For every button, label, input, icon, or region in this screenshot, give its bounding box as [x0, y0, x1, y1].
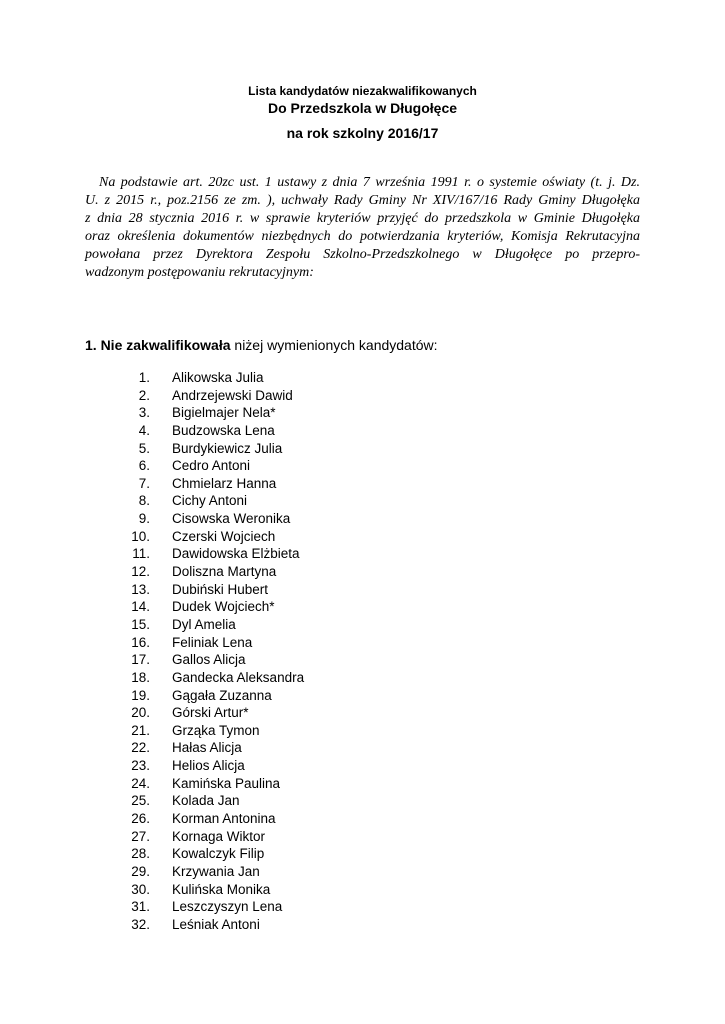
list-item: [0, 845, 725, 863]
candidate-name: Kolada Jan: [172, 793, 240, 809]
candidate-name: Hałas Alicja: [172, 740, 242, 756]
candidate-name: Andrzejewski Dawid: [172, 387, 293, 403]
document-subtitle-institution: Do Przedszkola w Długołęce: [267, 100, 458, 116]
list-item: [0, 898, 725, 916]
candidate-name: Alikowska Julia: [172, 370, 264, 385]
candidate-name: Feliniak Lena: [172, 634, 253, 650]
section-heading-text: niżej wymienionych kandydatów:: [230, 337, 438, 353]
list-item-number: 14.: [131, 599, 150, 615]
list-item: [0, 440, 725, 458]
list-item-number: 25.: [131, 793, 150, 809]
candidate-name: Gandecka Aleksandra: [172, 669, 305, 685]
list-item-number: 18.: [131, 669, 150, 685]
candidate-name: Krzywania Jan: [172, 863, 260, 879]
intro-line: U. z 2015 r., poz.2156 ze zm. ), uchwały Rady Gminy Nr XIV/167/16 Rady Gminy Długołęka: [85, 193, 640, 208]
section-heading-bold: 1. Nie zakwalifikowała: [85, 337, 231, 353]
intro-line: oraz określenia dokumentów niezbędnych do potwierdzania kryteriów, Komisja Rekrutacyjna: [85, 229, 640, 244]
list-item-number: 17.: [131, 652, 150, 668]
candidate-name: Cisowska Weronika: [172, 511, 291, 527]
candidate-name: Leśniak Antoni: [172, 916, 260, 932]
candidate-name: Cichy Antoni: [172, 493, 248, 509]
list-item-number: 22.: [131, 740, 150, 756]
list-item-number: 2.: [138, 387, 150, 403]
list-item-number: 19.: [131, 687, 150, 703]
list-item-number: 3.: [138, 405, 150, 421]
list-item: [0, 916, 725, 934]
list-item-number: 30.: [131, 881, 150, 897]
list-item: [0, 545, 725, 563]
list-item-number: 20.: [131, 705, 150, 721]
list-item: [0, 404, 725, 422]
candidate-name: Burdykiewicz Julia: [172, 440, 283, 456]
candidate-name: Czerski Wojciech: [172, 528, 276, 544]
list-item: [0, 775, 725, 793]
list-item-number: 11.: [132, 546, 150, 562]
intro-line: z dnia 28 stycznia 2016 r. w sprawie kryteriów przyjęć do przedszkola w Gminie Długołęka: [85, 211, 640, 226]
candidate-name: Cedro Antoni: [172, 458, 251, 474]
candidate-name: Kowalczyk Filip: [172, 846, 265, 862]
list-item-number: 16.: [131, 634, 150, 650]
candidate-name: Górski Artur*: [172, 705, 249, 721]
list-item: [0, 704, 725, 722]
candidate-name: Kulińska Monika: [172, 881, 271, 897]
intro-line: powołana przez Dyrektora Zespołu Szkolno-Przedszkolnego w Długołęce po przepro-: [85, 247, 640, 262]
list-item: [0, 651, 725, 669]
intro-paragraph: [85, 174, 640, 282]
list-item: [0, 863, 725, 881]
list-item: [0, 563, 725, 581]
list-item: [0, 739, 725, 757]
intro-line: Na podstawie art. 20zc ust. 1 ustawy z dnia 7 września 1991 r. o systemie oświaty (t. j. Dz.: [99, 175, 640, 190]
list-item: [0, 475, 725, 493]
list-item-number: 7.: [138, 475, 150, 491]
list-item-number: 9.: [138, 511, 150, 527]
list-item-number: 1.: [138, 370, 150, 385]
list-item: [0, 581, 725, 599]
candidate-name: Bigielmajer Nela*: [172, 405, 276, 421]
list-item: [0, 881, 725, 899]
candidate-name: Gągała Zuzanna: [172, 687, 272, 703]
list-item-number: 6.: [138, 458, 150, 474]
list-item: [0, 598, 725, 616]
list-item: [0, 792, 725, 810]
list-item: [0, 616, 725, 634]
list-item: [0, 669, 725, 687]
list-item-number: 23.: [131, 758, 150, 774]
list-item-number: 24.: [131, 775, 150, 791]
list-item: [0, 687, 725, 705]
candidate-name: Doliszna Martyna: [172, 564, 277, 580]
list-item: [0, 369, 725, 387]
candidate-name: Chmielarz Hanna: [172, 475, 277, 491]
candidate-name: Kornaga Wiktor: [172, 828, 266, 844]
list-item: [0, 510, 725, 528]
list-item: [0, 387, 725, 405]
candidate-name: Budzowska Lena: [172, 422, 275, 438]
candidate-name: Korman Antonina: [172, 811, 276, 827]
list-item: [0, 634, 725, 652]
list-item-number: 5.: [138, 440, 150, 456]
list-item-number: 29.: [131, 863, 150, 879]
list-item-number: 10.: [131, 528, 150, 544]
list-item: [0, 828, 725, 846]
list-item-number: 31.: [131, 899, 150, 915]
list-item-number: 32.: [131, 916, 150, 932]
section-heading: [85, 336, 438, 354]
list-item-number: 12.: [131, 564, 150, 580]
list-item-number: 26.: [131, 811, 150, 827]
list-item: [0, 722, 725, 740]
list-item: [0, 810, 725, 828]
candidate-name: Helios Alicja: [172, 758, 245, 774]
candidate-name: Gallos Alicja: [172, 652, 246, 668]
candidate-name: Dubiński Hubert: [172, 581, 269, 597]
candidate-name: Leszczyszyn Lena: [172, 899, 283, 915]
list-item-number: 15.: [131, 616, 150, 632]
list-item-number: 21.: [131, 722, 150, 738]
candidate-name: Dudek Wojciech*: [172, 599, 275, 615]
candidate-name: Dawidowska Elżbieta: [172, 546, 300, 562]
list-item: [0, 457, 725, 475]
document-title: Lista kandydatów niezakwalifikowanych: [248, 84, 477, 98]
candidate-list: [0, 369, 725, 934]
candidate-name: Dyl Amelia: [172, 616, 236, 632]
list-item-number: 8.: [138, 493, 150, 509]
list-item: [0, 528, 725, 546]
list-item: [0, 492, 725, 510]
list-item-number: 13.: [131, 581, 150, 597]
intro-line: wadzonym postępowaniu rekrutacyjnym:: [85, 265, 314, 280]
candidate-name: Kamińska Paulina: [172, 775, 281, 791]
list-item-number: 4.: [138, 422, 150, 438]
list-item: [0, 422, 725, 440]
document-subtitle-school-year: na rok szkolny 2016/17: [286, 125, 439, 141]
list-item-number: 28.: [131, 846, 150, 862]
list-item-number: 27.: [131, 828, 150, 844]
list-item: [0, 757, 725, 775]
candidate-name: Grząka Tymon: [172, 722, 260, 738]
